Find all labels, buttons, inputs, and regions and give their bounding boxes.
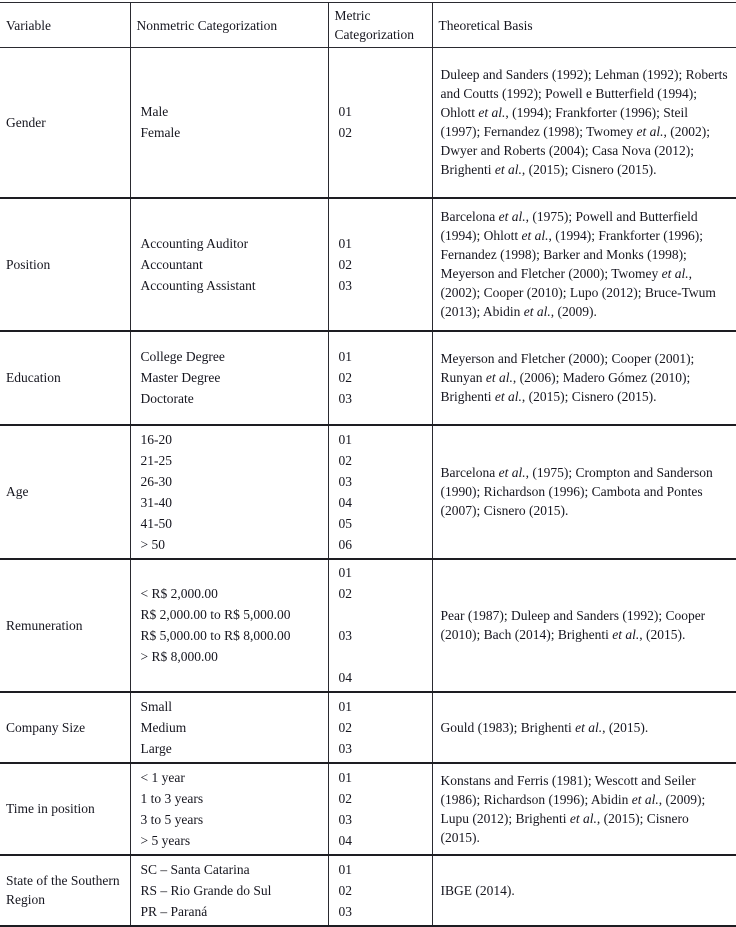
table-row [0, 559, 736, 692]
basis-citations: Barcelona et al., (1975); Crompton and Sanderson (1990); Richardson (1996); Cambota and Pontes (2007); Cisnero (2015). [440, 465, 713, 518]
header-nonmetric-categorization: Nonmetric Categorization [130, 3, 328, 48]
metric-code-line: 04 [338, 494, 352, 510]
variable-cell [0, 692, 130, 763]
nonmetric-cell [130, 425, 328, 559]
variable-label: Age [6, 484, 29, 499]
table-row [0, 855, 736, 926]
variable-label: Company Size [6, 719, 86, 735]
basis-cell [432, 331, 736, 425]
basis-cell [432, 855, 736, 926]
variable-cell [0, 559, 130, 692]
metric-code-line: 02 [338, 719, 352, 735]
nonmetric-category-line: Doctorate [140, 391, 194, 406]
variable-cell [0, 855, 130, 926]
nonmetric-category-line: PR – Paraná [140, 903, 208, 919]
table-body [0, 48, 736, 926]
table-row [0, 48, 736, 198]
basis-cell [432, 692, 736, 763]
basis-citations: IBGE (2014). [440, 882, 515, 898]
variable-cell [0, 331, 130, 425]
basis-citations: Duleep and Sanders (1992); Lehman (1992); Roberts and Coutts (1992); Powell e Butterfield (1994); Ohlott et al., (1994); Frankforter (1996); Steil (1997); Fernandez (1998); Twomey et al., (2002); Dwyer and Roberts (2004); Casa Nova (2012); Brighenti et al., (2015); Cisnero (2015). [440, 67, 728, 178]
metric-code-line: 05 [338, 515, 352, 531]
nonmetric-category-line: 16-20 [140, 431, 172, 447]
metric-code-line: 01 [338, 769, 352, 785]
basis-cell [432, 48, 736, 198]
metric-cell [328, 331, 432, 425]
metric-code-line: 02 [338, 452, 352, 468]
nonmetric-cell [130, 559, 328, 692]
metric-code-line: 02 [338, 370, 352, 385]
header-variable: Variable [6, 17, 51, 33]
nonmetric-category-line: > R$ 8,000.00 [140, 649, 218, 664]
nonmetric-cell [130, 198, 328, 331]
table-row [0, 763, 736, 855]
metric-code-line: 03 [338, 811, 352, 827]
basis-citations: Pear (1987); Duleep and Sanders (1992); Cooper (2010); Bach (2014); Brighenti et al., (2015). [440, 608, 706, 642]
nonmetric-category-line: Small [140, 698, 173, 714]
metric-code-line: 03 [338, 473, 352, 489]
basis-citations: Gould (1983); Brighenti et al., (2015). [440, 719, 649, 735]
metric-code-line: 03 [338, 391, 352, 406]
metric-code-line [339, 604, 428, 625]
metric-cell [328, 763, 432, 855]
nonmetric-cell [130, 763, 328, 855]
nonmetric-category-line: Large [140, 740, 172, 756]
metric-code-line: 01 [338, 431, 352, 447]
basis-cell [432, 425, 736, 559]
table-row [0, 692, 736, 763]
variable-label: Remuneration [6, 617, 83, 633]
variable-cell [0, 198, 130, 331]
table-row [0, 425, 736, 559]
metric-code-line: 01 [338, 104, 352, 120]
nonmetric-category-line: RS – Rio Grande do Sul [140, 882, 272, 898]
nonmetric-category-line: > 5 years [140, 832, 191, 848]
metric-code-line: 01 [338, 349, 352, 364]
nonmetric-category-line: Accounting Auditor [140, 235, 249, 251]
nonmetric-cell [130, 48, 328, 198]
basis-citations: Meyerson and Fletcher (2000); Cooper (2001); Runyan et al., (2006); Madero Gómez (2010); Brighenti et al., (2015); Cisnero (2015). [440, 351, 695, 404]
variable-cell [0, 763, 130, 855]
nonmetric-category-line: Accountant [140, 256, 203, 272]
metric-code-line: 01 [338, 564, 352, 580]
metric-cell [328, 855, 432, 926]
metric-cell [328, 559, 432, 692]
nonmetric-category-line: R$ 2,000.00 to R$ 5,000.00 [140, 607, 291, 622]
nonmetric-category-line: SC – Santa Catarina [140, 861, 250, 877]
metric-code-line: 03 [338, 627, 352, 643]
nonmetric-category-line: 31-40 [140, 494, 172, 510]
variable-label: Position [6, 256, 51, 272]
metric-code-line: 01 [338, 235, 352, 251]
nonmetric-cell [130, 855, 328, 926]
variable-cell [0, 425, 130, 559]
categorization-table [0, 2, 736, 927]
metric-code-line: 03 [338, 740, 352, 756]
nonmetric-category-line: > 50 [140, 536, 165, 552]
header-metric-categorization: Metric Categorization [328, 3, 432, 48]
metric-code-line: 01 [338, 861, 352, 877]
basis-cell [432, 559, 736, 692]
metric-cell [328, 692, 432, 763]
nonmetric-cell [130, 331, 328, 425]
metric-cell [328, 198, 432, 331]
basis-citations: Barcelona et al., (1975); Powell and Butterfield (1994); Ohlott et al., (1994); Frankforter (1996); Fernandez (1998); Barker and Monks (1998); Meyerson and Fletcher (2000); Twomey et al., (2002); Cooper (2010); Lupo (2012); Bruce-Twum (2013); Abidin et al., (2009). [440, 209, 716, 319]
metric-code-line: 04 [338, 669, 352, 685]
metric-code-line: 01 [338, 698, 352, 714]
nonmetric-category-line: 3 to 5 years [140, 811, 204, 827]
nonmetric-category-line: Master Degree [140, 370, 221, 385]
nonmetric-category-line: < 1 year [140, 769, 185, 785]
nonmetric-category-line: Accounting Assistant [140, 277, 256, 293]
nonmetric-category-line: R$ 5,000.00 to R$ 8,000.00 [140, 628, 291, 643]
nonmetric-cell [130, 692, 328, 763]
nonmetric-category-line: 26-30 [140, 473, 172, 489]
metric-code-line: 03 [338, 277, 352, 293]
table-header-row [0, 3, 736, 48]
table-row [0, 331, 736, 425]
variable-label: State of the Southern Region [6, 873, 120, 907]
metric-code-line: 06 [338, 536, 352, 552]
metric-cell [328, 48, 432, 198]
nonmetric-category-line: 21-25 [140, 452, 172, 468]
metric-cell [328, 425, 432, 559]
variable-cell [0, 48, 130, 198]
metric-code-line: 04 [338, 832, 352, 848]
metric-code-line: 02 [338, 125, 352, 141]
variable-label: Gender [6, 114, 46, 130]
metric-code-line: 03 [338, 903, 352, 919]
variable-label: Education [6, 370, 61, 385]
nonmetric-category-line: 41-50 [140, 515, 172, 531]
nonmetric-category-line: Male [140, 104, 169, 120]
basis-cell [432, 763, 736, 855]
nonmetric-category-line: Medium [140, 719, 187, 735]
metric-code-line: 02 [338, 790, 352, 806]
basis-cell [432, 198, 736, 331]
header-theoretical-basis: Theoretical Basis [432, 3, 736, 48]
metric-code-line: 02 [338, 882, 352, 898]
nonmetric-category-line: College Degree [140, 349, 225, 364]
basis-citations: Konstans and Ferris (1981); Wescott and Seiler (1986); Richardson (1996); Abidin et al., (2009); Lupu (2012); Brighenti et al., (2015); Cisnero (2015). [440, 772, 706, 845]
metric-code-line: 02 [338, 256, 352, 272]
metric-code-line [339, 646, 428, 667]
variable-label: Time in position [6, 801, 95, 816]
metric-code-line: 02 [338, 585, 352, 601]
nonmetric-category-line: < R$ 2,000.00 [140, 586, 218, 601]
nonmetric-category-line: 1 to 3 years [140, 790, 204, 806]
nonmetric-category-line: Female [140, 125, 181, 141]
table-row [0, 198, 736, 331]
